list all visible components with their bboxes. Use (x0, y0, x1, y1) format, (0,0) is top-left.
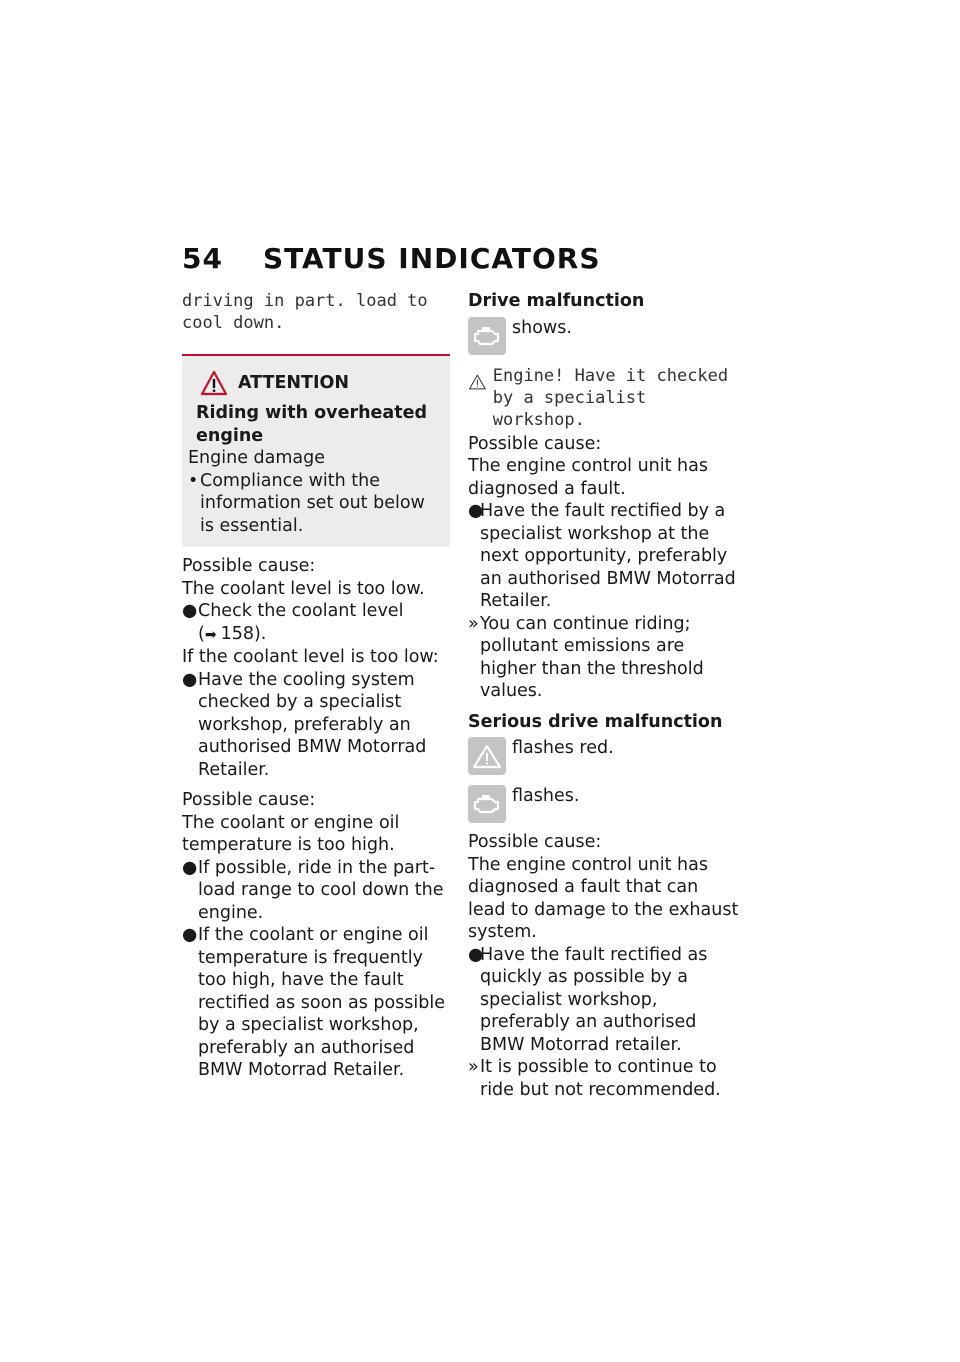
attention-box (182, 354, 450, 547)
display-message (468, 365, 740, 431)
list-item: ● If possible, ride in the part-load range to cool down the engine. (182, 857, 444, 923)
result-item: » You can continue riding; pollutant emissions are higher than the threshold values. (468, 613, 704, 701)
engine-shows-text: shows. (512, 317, 572, 338)
indicator-row (468, 737, 740, 775)
result-item: » It is possible to continue to ride but not recommended. (468, 1057, 721, 1100)
engine-icon (472, 793, 502, 815)
right-column (468, 290, 740, 1101)
engine-indicator (468, 317, 506, 355)
cause-text: The engine control unit has diagnosed a fault. (468, 456, 708, 499)
display-text-continuation: driving in part. load to cool down. (182, 291, 428, 333)
cause-label: Possible cause: (468, 832, 602, 852)
cause-label: Possible cause: (468, 433, 602, 454)
attention-title: ATTENTION (238, 372, 350, 393)
indicator-row (468, 785, 740, 823)
warning-triangle-icon (200, 370, 228, 396)
list-item: ● Have the fault rectified as quickly as possible by a specialist workshop, preferably an authorised BMW Motorrad retailer. (468, 944, 708, 1055)
attention-header (200, 370, 440, 396)
engine-flashes-text: flashes. (512, 786, 580, 806)
list-item: ● Check the coolant level (➡ 158). (182, 600, 450, 646)
display-message-text: Engine! Have it checked by a specialist workshop. (492, 365, 729, 430)
engine-icon (472, 325, 502, 347)
serious-malfunction-heading: Serious drive malfunction (468, 711, 723, 732)
attention-risk: Riding with overheated engine (196, 403, 427, 446)
arrow-ref-icon: ➡ (204, 626, 217, 643)
cause-text: The engine control unit has diagnosed a fault that can lead to damage to the exhaust system. (468, 854, 739, 942)
warning-triangle-icon (468, 365, 487, 399)
attention-consequence: Engine damage (188, 448, 326, 468)
page-reference[interactable]: 158 (220, 623, 254, 644)
warning-flashes-text: flashes red. (512, 738, 614, 758)
list-item: ● Have the fault rectified by a specialist workshop at the next opportunity, preferably an authorised BMW Motorrad Retailer. (468, 501, 736, 611)
list-item: ● Have the cooling system checked by a specialist workshop, preferably an authorised BMW Motorrad Retailer. (182, 669, 427, 780)
condition-text: If the coolant level is too low: (182, 647, 439, 667)
attention-bullet: • Compliance with the information set out below is essential. (188, 470, 425, 536)
drive-malfunction-heading: Drive malfunction (468, 291, 645, 311)
left-column (182, 290, 450, 1082)
page-title: STATUS INDICATORS (262, 242, 601, 275)
warning-indicator (468, 737, 506, 775)
cause-label: Possible cause: (182, 556, 316, 576)
cause-text: The coolant level is too low. (182, 578, 425, 599)
engine-indicator (468, 785, 506, 823)
warning-triangle-icon (472, 743, 502, 769)
cause-label: Possible cause: (182, 790, 316, 810)
page-number: 54 (182, 242, 223, 275)
page-header (182, 242, 601, 275)
cause-text: The coolant or engine oil temperature is too high. (182, 812, 400, 855)
indicator-row (468, 317, 740, 355)
list-item: ● If the coolant or engine oil temperature is frequently too high, have the fault rectified as soon as possible by a specialist workshop, preferably an authorised BMW Motorrad Retailer. (182, 925, 446, 1080)
